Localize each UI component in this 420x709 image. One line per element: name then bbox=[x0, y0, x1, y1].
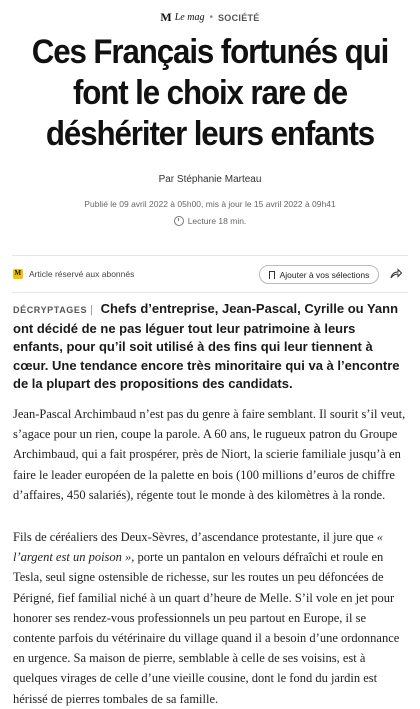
subscriber-label: Article réservé aux abonnés bbox=[29, 269, 135, 279]
article-title: Ces Français fortunés qui font le choix rare de déshériter leurs enfants bbox=[31, 33, 389, 153]
paragraph-2-start: Fils de céréaliers des Deux-Sèvres, d’ascendance protestante, il jure que bbox=[13, 530, 377, 544]
article-author[interactable]: Par Stéphanie Marteau bbox=[158, 174, 262, 185]
article-paragraph-1: Jean-Pascal Archimbaud n’est pas du genre à faire semblant. Il sourit s’il veut, s’agace pour un rien, coupe la parole. A 60 ans, le rugueux patron du Groupe Archimbaud, qui a fait prospérer, près de Niort, la scierie familiale jusqu’à en faire le leader européen de la palette en bois (100 millions d’euros de chiffre d’affaires, 450 salariés), régente tout le monde à des kilomètres à la ronde. bbox=[13, 407, 406, 502]
share-arrow-svg bbox=[390, 268, 402, 280]
subscriber-notice bbox=[13, 269, 134, 279]
reading-time-label: Lecture 18 min. bbox=[187, 216, 247, 226]
divider-top bbox=[12, 255, 408, 256]
paragraph-2-end: , porte un pantalon en velours défraîchi et roule en Tesla, seul signe ostensible de richesse, sur les routes un peu défoncées de Périgné, fief familial niché à un quart d’heure de Melle. S’il vole en jet pour honorer ses rendez-vous professionnels un peu partout en Europe, il se contente parfois du vétérinaire du village quand il a besoin d’une ordonnance en urgence. Sa maison de pierre, semblable à celle de ses voisins, est à quelques virages de celle d’une vieille cousine, dont le fond du jardin est hérissé de pierres tombales de sa famille. bbox=[13, 550, 400, 706]
add-to-selections-label: Ajouter à vos sélections bbox=[279, 269, 370, 280]
share-icon[interactable] bbox=[389, 267, 403, 281]
lede-tag[interactable]: DÉCRYPTAGES bbox=[13, 305, 88, 315]
divider-bottom bbox=[12, 292, 408, 293]
breadcrumb bbox=[0, 10, 420, 25]
section-link[interactable]: SOCIÉTÉ bbox=[217, 12, 260, 23]
bookmark-icon bbox=[269, 271, 275, 279]
le-mag-logo[interactable]: Le mag bbox=[174, 12, 205, 23]
article-dates: Publié le 09 avril 2022 à 05h00, mis à jour le 15 avril 2022 à 09h41 bbox=[84, 199, 336, 209]
le-monde-logo[interactable]: M bbox=[160, 10, 172, 24]
lede-separator: | bbox=[90, 304, 93, 316]
add-to-selections-button[interactable] bbox=[259, 265, 379, 284]
clock-icon bbox=[174, 216, 184, 226]
article-lede bbox=[13, 300, 408, 394]
lede-text: Chefs d’entreprise, Jean-Pascal, Cyrille ou Yann ont décidé de ne pas léguer tout leur patrimoine à leurs enfants, pour qu’il soit utilisé à des fins qui leur tiennent à cœur. Une tendance encore très minoritaire qui va à l’encontre de la plupart des propositions des candidats. bbox=[13, 301, 400, 391]
breadcrumb-separator: • bbox=[209, 12, 213, 23]
article-paragraph-2 bbox=[13, 527, 409, 709]
paragraph-2-quote: « l’argent est un poison » bbox=[13, 530, 383, 565]
reading-time bbox=[0, 216, 420, 226]
subscriber-badge-icon bbox=[13, 269, 23, 279]
